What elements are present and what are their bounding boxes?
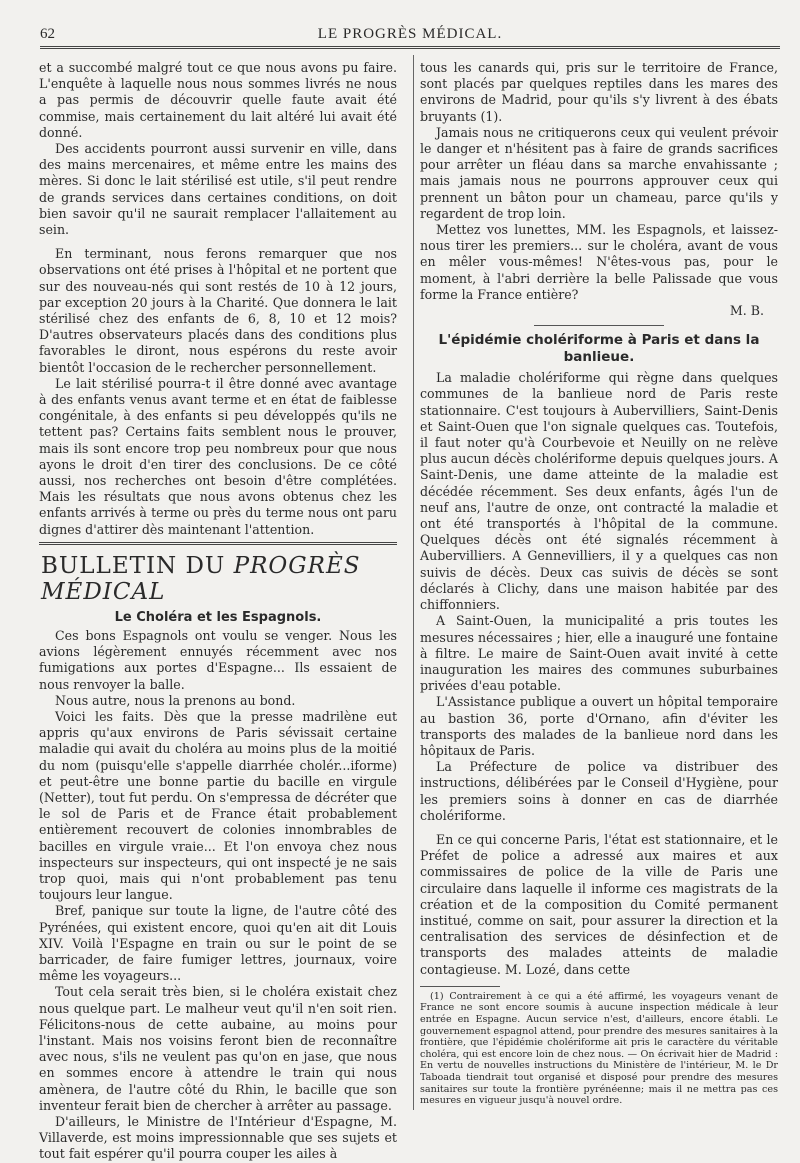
paragraph: et a succombé malgré tout ce que nous avons pu faire. L'enquête à laquelle nous nous sommes livrés ne nous a pas permis de découvrir quelle faute avait été commise, mais certainement du lait altéré lui avait été donné. (39, 60, 397, 140)
paragraph: La maladie cholériforme qui règne dans quelques communes de la banlieue nord de Paris reste stationnaire. C'est toujours à Aubervilliers, Saint-Denis et Saint-Ouen que l'on signale quelques cas. Toutefois, il faut noter qu'à Courbevoie et Neuilly on ne relève plus aucun décès cholériforme depuis quelques jours. A Saint-Denis, une dame atteinte de la maladie est décédée récemment. Ses deux enfants, âgés l'un de neuf ans, l'autre de onze, ont contracté la maladie et ont été transportés à l'hôpital de la commune. Quelques décès ont été signalés récemment à Aubervilliers. A Gennevilliers, il y a quelques cas non suivis de décès. Deux cas suivis de décès se sont déclarés à Clichy, dans une maison habitée par des chiffonniers. (420, 370, 778, 613)
paragraph: Nous autre, nous la prenons au bond. (55, 692, 296, 708)
paragraph: A Saint-Ouen, la municipalité a pris toutes les mesures nécessaires ; hier, elle a inauguré une fontaine à filtre. Le maire de Saint-Ouen avait invité à cette inauguration les maires des communes suburbaines privées d'eau potable. (420, 613, 778, 694)
signature: M. B. (729, 303, 764, 319)
paragraph: Jamais nous ne critiquerons ceux qui veulent prévoir le danger et n'hésitent pas à faire de grands sacrifices pour arrêter un fléau dans sa marche envahissante ; mais jamais nous ne pourrons approuver ceux qui prennent un bâton pour un chameau, parce qu'ils y regardent de trop loin. (420, 124, 778, 221)
paragraph: En ce qui concerne Paris, l'état est stationnaire, et le Préfet de police a adressé aux maires et aux commissaires de police de la ville de Paris une circulaire dans laquelle il informe ces magistrats de la création et de la composition du Comité permanent institué, comme on sait, pour assurer la direction et la centralisation des services de désinfection et de transports des malades atteints de maladie contagieuse. M. Lozé, dans cette (420, 831, 778, 977)
column-rule (413, 55, 414, 1110)
page-number: 62 (40, 26, 55, 42)
paragraph: Voici les faits. Dès que la presse madrilène eut appris qu'aux environs de Paris sévissait certaine maladie qui avait du choléra au moins plus de la moitié du nom (puisqu'elle s'appelle diarrhée cholér...iforme) et peut-être une bonne partie du bacille en virgule (Netter), tout fut perdu. On s'empressa de décréter que le sol de Paris et de France était probablement entièrement recouvert de colonies innombrables de bacilles en virgule vraie... Et l'on envoya chez nous inspecteurs sur inspecteurs, qui ont inspecté je ne sais trop quoi, mais qui n'ont probablement pas tenu toujours leur langue. (39, 708, 397, 903)
paragraph: D'ailleurs, le Ministre de l'Intérieur d'Espagne, M. Villaverde, est moins impressionnable que ses sujets et tout fait espérer qu'il pourra couper les ailes à (39, 1113, 397, 1162)
footnote-rule (420, 986, 500, 987)
paragraph: En terminant, nous ferons remarquer que nos observations ont été prises à l'hôpital et ne portent que sur des nouveau-nés qui sont restés de 10 à 12 jours, par exception 20 jours à la Charité. Que donnera le lait stérilisé chez des enfants de 6, 8, 10 et 12 mois? D'autres observateurs placés dans des conditions plus favorables le diront, nous espérons du reste avoir bientôt l'occasion de le rechercher personnellement. (39, 246, 397, 375)
paragraph: La Préfecture de police va distribuer des instructions, délibérées par le Conseil d'Hygiène, pour les premiers soins à donner en cas de diarrhée cholériforme. (420, 759, 778, 823)
paragraph: Ces bons Espagnols ont voulu se venger. Nous les avions légèrement ennuyés récemment avec nos fumigations aux portes d'Espagne... Ils essaient de nous renvoyer la balle. (39, 627, 397, 692)
article-title: Le Choléra et les Espagnols. (114, 609, 322, 625)
header-rule (40, 46, 780, 49)
paragraph: Le lait stérilisé pourra-t il être donné avec avantage à des enfants venus avant terme et en état de faiblesse congénitale, à des enfants si peu développés qu'ils ne tettent pas? Certains faits semblent nous le prouver, mais ils sont encore trop peu nombreux pour que nous ayons le droit d'en tirer des conclusions. De ce côté aussi, nos recherches ont besoin d'être complétées. Mais les résultats que nous avons obtenus chez les enfants arrivés à terme ou près du terme nous ont paru dignes d'attirer dès maintenant l'attention. (39, 375, 397, 537)
article-title: L'épidémie cholériforme à Paris et dans la banlieue. (438, 332, 760, 366)
paragraph: Des accidents pourront aussi survenir en ville, dans des mains mercenaires, et même entre les mains des mères. Si donc le lait stérilisé est utile, s'il peut rendre de grands services dans certaines conditions, on doit bien savoir qu'il ne saurait remplacer l'allaitement au sein. (39, 141, 397, 238)
paragraph: L'Assistance publique a ouvert un hôpital temporaire au bastion 36, porte d'Ornano, afin d'éviter les transports des malades de la banlieue nord dans les hôpitaux de Paris. (420, 694, 778, 758)
footnote-text: (1) Contrairement à ce qui a été affirmé, les voyageurs venant de France ne sont encore soumis à aucune inspection médicale à leur entrée en Espagne. Aucun service n'est, d'ailleurs, encore établi. Le gouvernement espagnol attend, pour prendre des mesures sanitaires à la frontière, que l'épidémie cholériforme ait pris le caractère du véritable choléra, qui est encore loin de chez nous. — On écrivait hier de Madrid : En vertu de nouvelles instructions du Ministère de l'intérieur, M. le Dr Taboada tiendrait tout organisé et disposé pour prendre des mesures sanitaires sur toute la frontière pyrénéenne; mais il ne mettra pas ces mesures en vigueur jusqu'à nouvel ordre. (420, 990, 778, 1107)
paragraph: Mettez vos lunettes, MM. les Espagnols, et laissez-nous tirer les premiers... sur le choléra, avant de vous en mêler vous-mêmes! N'êtes-vous pas, pour le moment, à l'abri derrière la belle Palissade que vous forme la France entière? (420, 222, 778, 302)
section-rule (39, 542, 397, 545)
paragraph: tous les canards qui, pris sur le territoire de France, sont placés par quelques reptiles dans les mares des environs de Madrid, pour qu'ils s'y livrent à des ébats bruyants (1). (420, 60, 778, 124)
running-title: LE PROGRÈS MÉDICAL. (317, 26, 503, 42)
footnote (420, 991, 778, 1107)
section-divider (534, 325, 664, 326)
paragraph: Bref, panique sur toute la ligne, de l'autre côté des Pyrénées, qui existent encore, quoi qu'en ait dit Louis XIV. Voilà l'Espagne en train ou sur le point de se barricader, de faire fumiger lettres, journaux, voire même les voyageurs... (39, 903, 397, 984)
left-column (39, 60, 397, 1163)
paragraph: Tout cela serait très bien, si le choléra existait chez nous quelque part. Le malheur veut qu'il n'en soit rien. Félicitons-nous de cette aubaine, au moins pour l'instant. Mais nos voisins feront bien de reconnaître avec nous, s'ils ne veulent pas qu'on en jase, que nous en sommes encore à attendre le train qui nous amènera, de l'autre côté du Rhin, le bacille que son inventeur ferait bien de chercher à arrêter au passage. (39, 984, 397, 1113)
bulletin-title: BULLETIN DU PROGRÈS MÉDICAL (41, 552, 361, 605)
right-column (420, 60, 778, 1107)
page-header (40, 22, 780, 44)
